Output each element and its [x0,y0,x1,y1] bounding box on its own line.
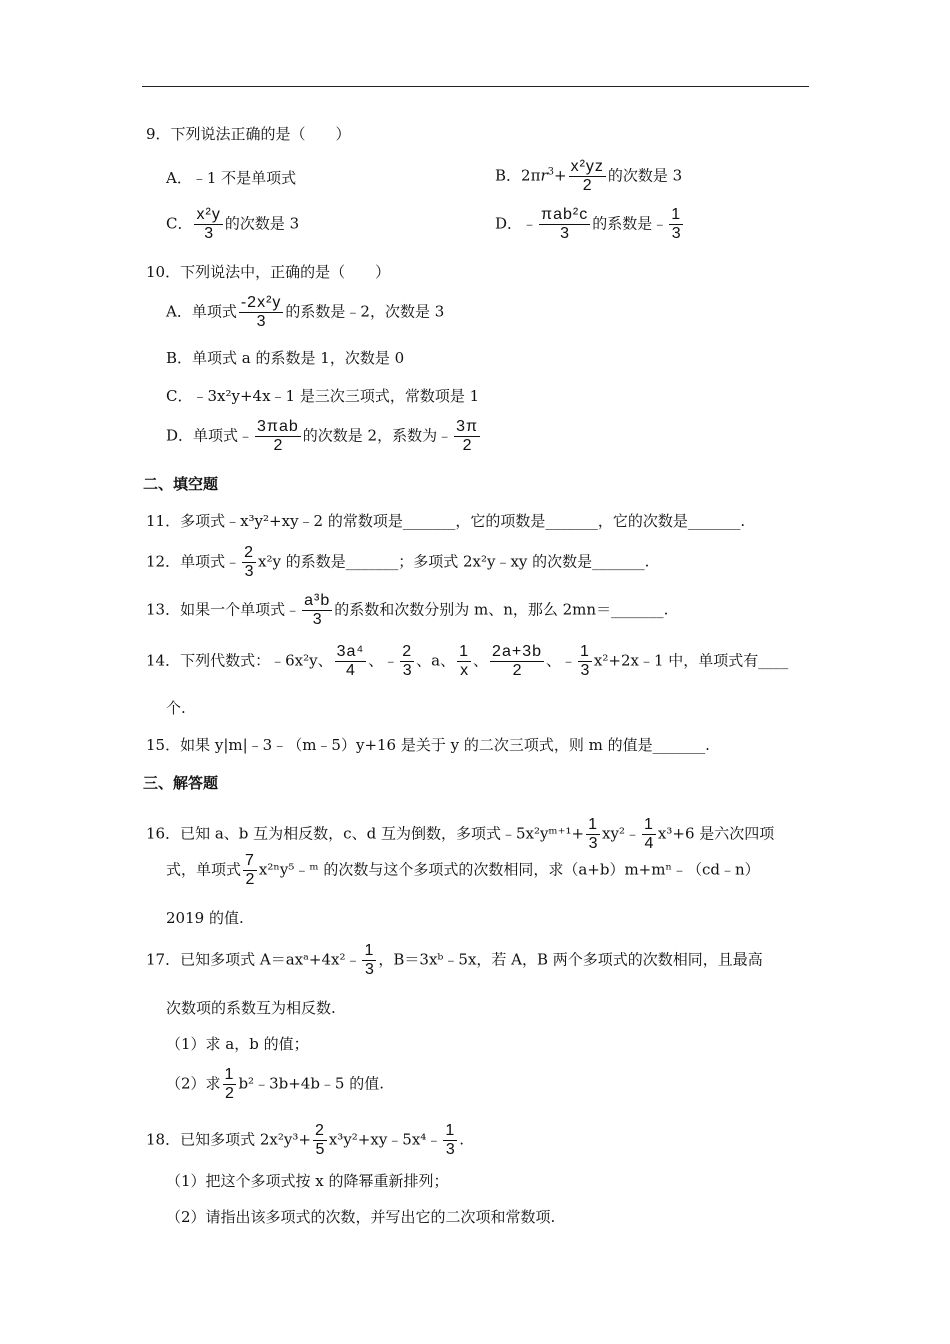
q10-option-d [166,418,482,455]
q18-text [146,1122,464,1159]
q16-fraction-1 [586,816,600,853]
q10-stem: 10．下列说法中，正确的是（ ） [146,263,391,281]
q9-d-fraction [539,206,590,243]
q14-sep-1: 、﹣ [368,651,399,670]
q16-line2-prefix: 式，单项式 [166,860,242,879]
q9-c-fraction [194,206,222,243]
q13-prefix: 13．如果一个单项式﹣ [146,600,301,619]
q14-denominator-4: 2 [512,662,522,679]
q14-fraction-3 [457,643,471,680]
q17-suffix: ，B＝3xᵇ﹣5x，若 A，B 两个多项式的次数相同，且最高 [378,950,763,969]
q17-sub2-fraction [223,1066,237,1103]
q16-line2 [166,852,760,889]
q17-sub2-denominator: 2 [225,1085,234,1102]
q16-line2-denominator: 2 [245,871,255,888]
q16-line2-fraction [243,852,257,889]
q16-text [146,816,774,853]
q18-suffix: . [459,1130,465,1149]
q18-denominator-2: 3 [445,1141,455,1158]
q10-d-denominator: 2 [273,437,283,454]
q18-denominator-1: 5 [315,1141,325,1158]
q17-prefix: 17．已知多项式 A＝axᵃ+4x²﹣ [146,950,361,969]
q10-a-denominator: 3 [256,313,266,330]
q9-d-prefix: D．﹣ [495,214,538,233]
q9-c-denominator: 3 [204,225,214,242]
q9-d-denominator: 3 [560,225,570,242]
q14-sep-3: 、 [473,651,489,670]
q10-a-suffix: 的系数是﹣2，次数是 3 [285,302,445,321]
q9-c-suffix: 的次数是 3 [224,214,300,233]
q9-stem: 9．下列说法正确的是（ ） [146,125,351,143]
section-solve-heading: 三、解答题 [143,774,219,792]
section-fill-in-heading: 二、填空题 [143,475,219,493]
q9-b-denominator: 2 [582,177,592,194]
q14-fraction-2 [400,643,414,680]
q16-line2-numerator: 7 [245,852,255,869]
q10-d-numerator: 3πab [257,418,299,435]
q18-fraction-2 [443,1122,457,1159]
q9-b-fraction [569,158,606,195]
q10-a-prefix: A．单项式 [166,302,237,321]
q17-line2: 次数项的系数互为相反数. [166,999,336,1017]
q9-option-c [166,206,299,243]
q16-suffix: x³+6 是六次四项 [657,824,775,843]
q10-d-denominator2: 2 [462,437,472,454]
q14-numerator-2: 2 [402,643,413,660]
q17-sub2-numerator: 1 [224,1066,235,1083]
q16-line3: 2019 的值. [166,909,244,927]
q10-a-numerator: -2x²y [240,294,282,311]
q9-b-numerator: x²yz [570,158,604,175]
q12-prefix: 12．单项式﹣ [146,552,241,571]
q17-sub2-prefix: （2）求 [166,1074,221,1093]
q16-numerator-1: 1 [588,816,599,833]
q9-option-d [495,206,685,243]
q9-c-prefix: C． [166,214,193,233]
q14-fraction-1 [335,643,367,680]
q18-numerator-1: 2 [314,1122,325,1139]
q14-sep-4: 、﹣ [545,651,576,670]
q10-a-fraction [239,294,284,331]
q9-c-numerator: x²y [196,206,221,223]
q16-denominator-2: 4 [644,835,654,852]
q9-d-middle: 的系数是﹣ [592,214,668,233]
q9-option-a: A．﹣1 不是单项式 [166,169,297,187]
q14-fraction-5 [578,643,592,680]
q10-d-prefix: D．单项式﹣ [166,426,254,445]
q9-b-prefix: B．2π [495,166,541,185]
q14-numerator-3: 1 [459,643,470,660]
q10-d-fraction2 [454,418,480,455]
q14-denominator-3: x [460,662,469,679]
q10-d-fraction [255,418,301,455]
q13-denominator: 3 [312,611,322,628]
q10-d-middle: 的次数是 2，系数为﹣ [302,426,453,445]
q18-sub1: （1）把这个多项式按 x 的降幂重新排列； [166,1172,449,1190]
q14-sep-2: 、a、 [416,651,456,670]
q9-d-numerator2: 1 [671,206,682,223]
q18-fraction-1 [313,1122,327,1159]
q11-text: 11．多项式﹣x³y²+xy﹣2 的常数项是_______，它的项数是_______，它的次数是_______. [146,512,746,530]
q16-numerator-2: 1 [644,816,654,833]
q16-denominator-1: 3 [588,835,598,852]
q16-middle: xy²﹣ [602,824,640,843]
q17-fraction [362,942,376,979]
q13-text [146,592,668,629]
q18-sub2: （2）请指出该多项式的次数，并写出它的二次项和常数项. [166,1208,556,1226]
q14-suffix: x²+2x﹣1 中，单项式有____ [593,651,789,670]
q17-denominator: 3 [364,961,374,978]
q14-text [146,643,788,680]
q17-numerator: 1 [364,942,375,959]
q9-d-fraction2 [669,206,683,243]
q17-text [146,942,763,979]
q12-text [146,544,649,581]
q10-option-a [166,294,444,331]
q16-prefix: 16．已知 a、b 互为相反数，c、d 互为倒数，多项式﹣5x²yᵐ⁺¹+ [146,824,585,843]
q14-numerator-5: 1 [580,643,590,660]
q15-text: 15．如果 y|m|﹣3﹣（m﹣5）y+16 是关于 y 的二次三项式，则 m 的值是_______. [146,736,710,754]
q14-denominator-2: 3 [402,662,412,679]
q10-option-c: C．﹣3x²y+4x﹣1 是三次三项式，常数项是 1 [166,387,480,405]
q14-fraction-4 [490,643,544,680]
q18-middle: x³y²+xy﹣5x⁴﹣ [328,1130,442,1149]
q16-line2-suffix: x²ⁿy⁵﹣ᵐ 的次数与这个多项式的次数相同，求（a+b）m+mⁿ﹣（cd﹣n） [258,860,760,879]
q17-sub2 [166,1066,384,1103]
q14-denominator-5: 3 [580,662,590,679]
q17-sub2-suffix: b²﹣3b+4b﹣5 的值. [238,1074,385,1093]
q12-denominator: 3 [244,563,254,580]
q13-numerator: a³b [304,592,331,609]
q12-suffix: x²y 的系数是_______；多项式 2x²y﹣xy 的次数是_______. [258,552,650,571]
q9-b-suffix: 的次数是 3 [607,166,683,185]
q14-line2: 个. [166,699,186,717]
q12-numerator: 2 [244,544,254,561]
header-rule [142,86,809,87]
q13-suffix: 的系数和次数分别为 m、n，那么 2mn＝_______. [334,600,669,619]
q14-numerator-4: 2a+3b [492,643,542,660]
q9-d-denominator2: 3 [671,225,681,242]
q10-option-b: B．单项式 a 的系数是 1，次数是 0 [166,349,405,367]
q9-d-numerator: πab²c [541,206,589,223]
q12-fraction [242,544,256,581]
q14-numerator-1: 3a⁴ [336,643,365,660]
q13-fraction [302,592,332,629]
q14-denominator-1: 4 [345,662,355,679]
q16-fraction-2 [642,816,656,853]
q18-numerator-2: 1 [445,1122,456,1139]
q17-sub1: （1）求 a，b 的值； [166,1035,309,1053]
q14-prefix: 14．下列代数式：﹣6x²y、 [146,651,333,670]
q9-option-b: B．$2\pi r^3+$ $\frac{\text{x²yz}}{2}$ 的次数是 3 [495,158,683,194]
q10-d-numerator2: 3π [456,418,479,435]
q18-prefix: 18．已知多项式 2x²y³+ [146,1130,311,1149]
